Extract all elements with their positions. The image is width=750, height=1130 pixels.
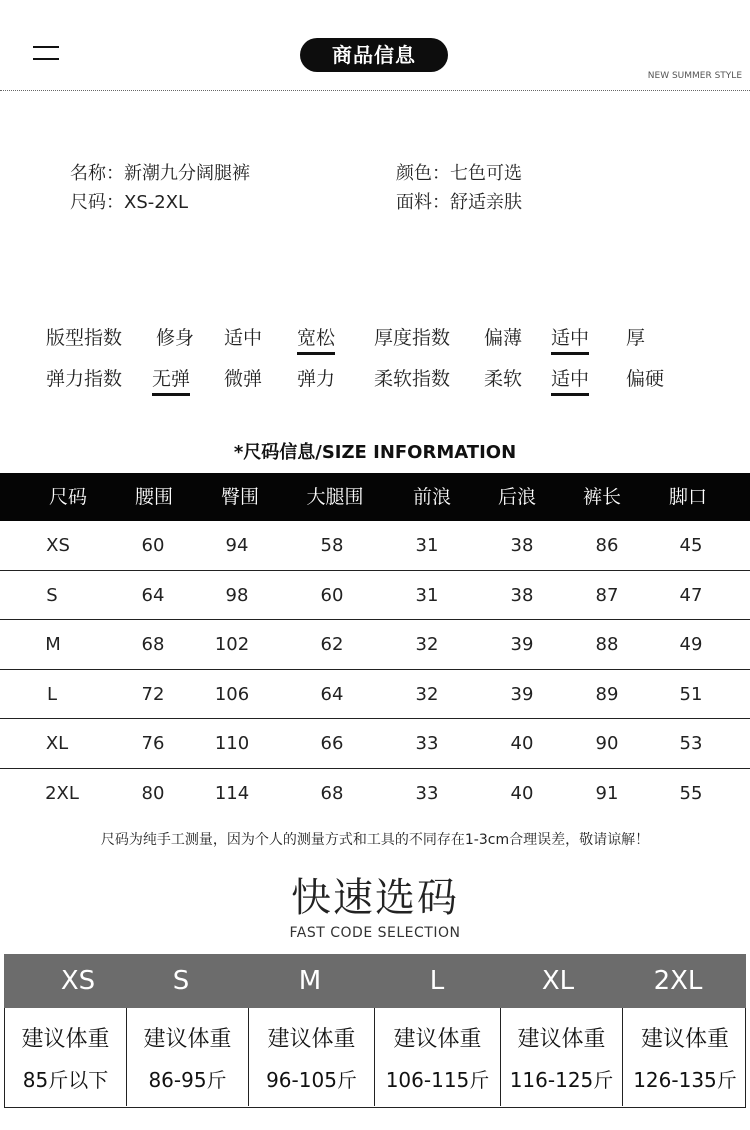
- table-cell: 87: [595, 584, 619, 606]
- suggested-weight-label: 建议体重: [517, 1027, 606, 1052]
- table-cell: 110: [214, 733, 250, 754]
- column-header: 腰围: [134, 486, 174, 508]
- fit-option: 修身: [156, 327, 195, 349]
- table-cell: 80: [141, 782, 165, 804]
- table-cell: 32: [415, 634, 439, 655]
- table-cell: 72: [141, 683, 165, 705]
- suggested-weight: 86-95斤: [148, 1068, 227, 1092]
- table-row: [0, 719, 750, 769]
- table-cell: 47: [679, 584, 703, 606]
- table-cell: 49: [679, 634, 703, 655]
- softness-option: 柔软: [484, 368, 523, 390]
- table-row: [0, 571, 750, 621]
- table-cell: 114: [214, 782, 250, 804]
- table-row: [0, 769, 750, 819]
- table-cell: 60: [141, 535, 165, 556]
- tagline: NEW SUMMER STYLE: [647, 71, 742, 81]
- suggested-weight-label: 建议体重: [143, 1027, 232, 1052]
- stretch-option-selected: 无弹: [152, 364, 190, 396]
- table-cell: 31: [415, 584, 439, 606]
- table-row: [0, 620, 750, 670]
- table-cell: 31: [415, 535, 439, 556]
- table-cell: 2XL: [45, 782, 79, 804]
- table-cell: 98: [225, 584, 249, 606]
- table-cell: XS: [46, 535, 70, 556]
- column-header: 臀围: [220, 486, 260, 508]
- size-label: XS: [60, 966, 96, 996]
- table-cell: 62: [320, 634, 344, 655]
- size-label: 2XL: [653, 966, 703, 996]
- table-cell: 64: [141, 584, 165, 606]
- stretch-option: 弹力: [297, 368, 336, 390]
- table-cell: 86: [595, 535, 619, 556]
- suggested-weight: 126-135斤: [633, 1068, 737, 1092]
- product-size: 尺码：XS-2XL: [70, 192, 189, 213]
- column-header: 大腿围: [306, 486, 364, 508]
- size-info-heading: *尺码信息/SIZE INFORMATION: [233, 442, 517, 463]
- softness-option: 偏硬: [626, 368, 665, 390]
- suggested-weight-label: 建议体重: [21, 1027, 110, 1052]
- column-header: 尺码: [48, 486, 88, 508]
- product-color: 颜色：七色可选: [396, 163, 522, 184]
- product-fabric: 面料：舒适亲肤: [396, 192, 522, 213]
- table-cell: 32: [415, 683, 439, 705]
- table-cell: 38: [510, 584, 534, 606]
- stretch-index-label: 弹力指数: [46, 368, 123, 390]
- table-cell: 51: [679, 683, 703, 705]
- suggested-weight: 96-105斤: [266, 1068, 357, 1092]
- quick-select-cell: [5, 1008, 127, 1106]
- quick-select-cell: [127, 1008, 249, 1106]
- table-cell: 40: [510, 782, 534, 804]
- measurement-note: 尺码为纯手工测量，因为个人的测量方式和工具的不同存在1-3cm合理误差，敬请谅解！: [100, 832, 650, 848]
- column-header: 脚口: [668, 486, 708, 508]
- product-name: 名称：新潮九分阔腿裤: [70, 163, 250, 184]
- quick-select-cell: [249, 1008, 375, 1106]
- table-row: [0, 521, 750, 571]
- page-title: 商品信息: [300, 38, 448, 72]
- size-label: L: [429, 966, 445, 996]
- quick-select-title: 快速选码: [291, 875, 459, 921]
- thickness-index-label: 厚度指数: [374, 327, 451, 349]
- table-cell: 64: [320, 683, 344, 705]
- thickness-option-selected: 适中: [551, 323, 589, 355]
- quick-select-body: [4, 1008, 746, 1108]
- size-table-header: [0, 473, 750, 521]
- table-cell: 40: [510, 733, 534, 754]
- table-cell: 102: [214, 634, 250, 655]
- table-cell: 33: [415, 782, 439, 804]
- table-cell: XL: [45, 733, 69, 754]
- quick-select-table: [4, 954, 746, 1108]
- table-cell: 76: [141, 733, 165, 754]
- table-cell: 66: [320, 733, 344, 754]
- table-cell: 90: [595, 733, 619, 754]
- table-cell: S: [46, 584, 58, 606]
- table-row: [0, 670, 750, 720]
- table-cell: 88: [595, 634, 619, 655]
- column-header: 裤长: [582, 486, 622, 508]
- table-cell: M: [45, 634, 61, 655]
- quick-select-cell: [501, 1008, 623, 1106]
- size-label: S: [172, 966, 190, 996]
- size-table: [0, 473, 750, 818]
- stretch-option: 微弹: [224, 368, 263, 390]
- table-cell: 55: [679, 782, 703, 804]
- table-cell: 58: [320, 535, 344, 556]
- quick-select-cell: [623, 1008, 747, 1106]
- table-cell: 91: [595, 782, 619, 804]
- suggested-weight: 85斤以下: [22, 1068, 109, 1092]
- table-cell: 38: [510, 535, 534, 556]
- table-cell: 68: [141, 634, 165, 655]
- table-cell: 106: [214, 683, 250, 705]
- table-cell: 89: [595, 683, 619, 705]
- table-cell: 33: [415, 733, 439, 754]
- table-cell: 39: [510, 683, 534, 705]
- menu-icon[interactable]: [33, 46, 59, 60]
- table-cell: L: [46, 683, 58, 705]
- table-cell: 45: [679, 535, 703, 556]
- quick-select-header: [4, 954, 746, 1008]
- softness-option-selected: 适中: [551, 364, 589, 396]
- divider: [0, 90, 750, 91]
- column-header: 后浪: [497, 486, 537, 508]
- size-label: M: [298, 966, 322, 996]
- suggested-weight-label: 建议体重: [267, 1027, 356, 1052]
- table-cell: 60: [320, 584, 344, 606]
- table-cell: 68: [320, 782, 344, 804]
- column-header: 前浪: [412, 486, 452, 508]
- table-cell: 94: [225, 535, 249, 556]
- quick-select-subtitle: FAST CODE SELECTION: [289, 925, 461, 941]
- fit-index-label: 版型指数: [46, 327, 123, 349]
- thickness-option: 偏薄: [484, 327, 523, 349]
- fit-option-selected: 宽松: [297, 323, 335, 355]
- softness-index-label: 柔软指数: [374, 368, 451, 390]
- suggested-weight: 106-115斤: [385, 1068, 490, 1092]
- suggested-weight-label: 建议体重: [640, 1027, 729, 1052]
- thickness-option: 厚: [626, 327, 646, 349]
- table-cell: 53: [679, 733, 703, 754]
- table-cell: 39: [510, 634, 534, 655]
- fit-option: 适中: [224, 327, 263, 349]
- quick-select-cell: [375, 1008, 501, 1106]
- suggested-weight-label: 建议体重: [393, 1027, 482, 1052]
- suggested-weight: 116-125斤: [509, 1068, 614, 1092]
- size-label: XL: [541, 966, 575, 996]
